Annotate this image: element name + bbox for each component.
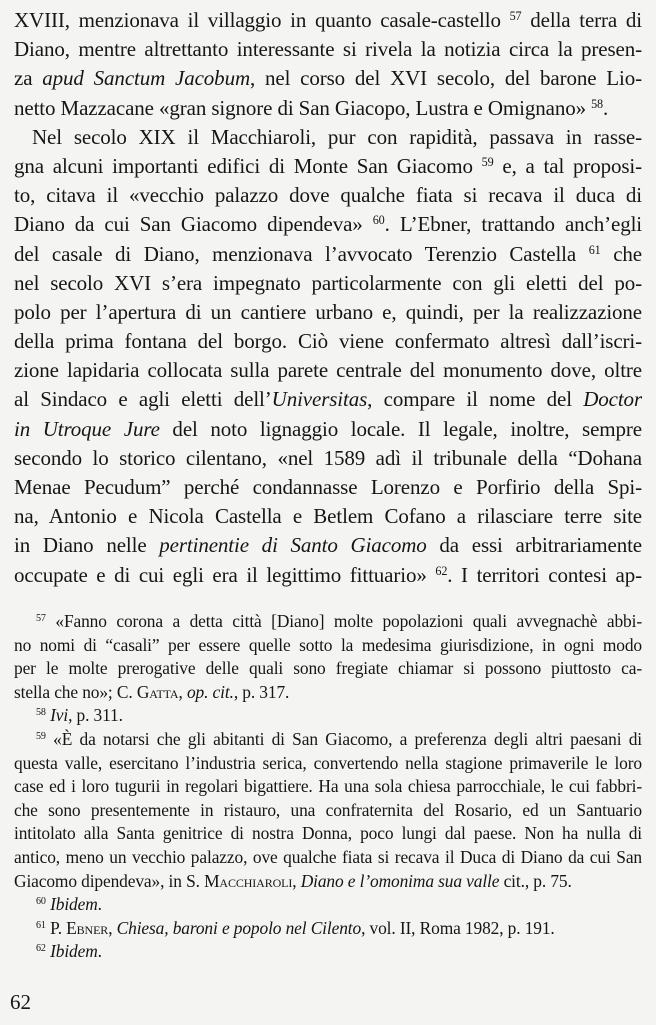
italic-text: Doctor [583, 387, 642, 412]
text-run: «Fanno corona a detta città [Diano] molte popolazioni quali avvegnachè abbi- [45, 611, 642, 631]
body-line [14, 561, 642, 590]
body-line [14, 444, 642, 473]
body-line [14, 152, 642, 181]
text-run: occupate e di cui egli era il legittimo fittuario» [14, 562, 436, 587]
text-run: , p. 317. [233, 681, 290, 702]
body-line [14, 298, 642, 327]
text-run: che sono presentemente in ristauro, una confraternita del Rosario, ed un Santuario [14, 799, 642, 820]
page-number: 62 [10, 990, 31, 1014]
italic-text: Universitas [271, 387, 368, 412]
footnote-reference: 62 [435, 563, 448, 578]
text-run: antico, meno un vecchio palazzo, ove qualche fiata si recava il Duca di Diano da cui San [14, 846, 642, 867]
text-run: P. [45, 917, 67, 938]
footnote-line [14, 799, 642, 823]
body-line [14, 210, 642, 239]
italic-text: Ibidem [50, 894, 98, 915]
text-run: Giacomo dipendeva», in S. [14, 870, 205, 891]
text-run: nel secolo XVI s’era impegnato particolarmente con gli eletti del po- [14, 270, 642, 295]
footnote-line [14, 893, 642, 917]
footnote-line [14, 940, 642, 964]
italic-text: Chiesa, baroni e popolo nel Cilento [116, 917, 362, 938]
body-line [14, 94, 642, 123]
footnote-line [14, 846, 642, 870]
text-run: questa valle, esercitano l’industria serica, convertendo nella stagione primaverile le loro [14, 752, 642, 773]
text-run: . I territori contesi ap- [447, 562, 642, 587]
footnotes [14, 610, 642, 964]
text-run: , [178, 681, 187, 702]
text-run: del noto lignaggio locale. Il legale, inoltre, sempre [159, 416, 642, 441]
text-run: Menae Pecudum” perché condannasse Lorenzo e Porfirio della Spi- [14, 475, 642, 499]
footnote-reference: 58 [36, 707, 46, 719]
text-run: polo per l’apertura di un cantiere urbano e, quindi, per la realizzazione [14, 299, 642, 324]
text-run: al Sindaco e agli eletti dell’ [14, 387, 272, 412]
text-run: netto Mazzacane «gran signore di San Giacopo, Lustra e Omignano» [14, 95, 592, 120]
body-line [14, 35, 642, 64]
footnote-line [14, 870, 642, 894]
text-run: case ed i loro tugurii in regolari bigattiere. Ha una sola chiesa parrocchiale, le cui fabbri- [14, 776, 642, 797]
footnote-line [14, 775, 642, 799]
footnote-reference: 57 [509, 8, 522, 23]
italic-text: apud Sanctum Jacobum [42, 66, 250, 91]
footnote-line [14, 822, 642, 846]
italic-text: Diano e l’omonima sua valle [300, 870, 500, 891]
text-run: to, citava il «vecchio palazzo dove qualche fiata si recava il duca di [14, 183, 642, 208]
footnote-line [14, 704, 642, 728]
italic-text: op. cit. [186, 681, 234, 702]
footnote-reference: 57 [36, 613, 46, 625]
italic-text: Ivi [50, 705, 69, 726]
footnote-reference: 58 [591, 96, 604, 111]
text-run: . [97, 894, 102, 915]
body-line [14, 240, 642, 269]
text-run: . [603, 95, 609, 120]
body-line [14, 327, 642, 356]
text-run: gna alcuni importanti edifici di Monte San Giacomo [14, 153, 482, 178]
text-run: na, Antonio e Nicola Castella e Betlem Cofano a rilasciare terre site [14, 504, 642, 529]
body-line [14, 473, 642, 502]
text-run: , compare il nome del [367, 387, 584, 412]
text-run: che [600, 241, 642, 266]
text-run: del casale di Diano, menzionava l’avvocato Terenzio Castella [14, 241, 589, 266]
footnote-reference: 59 [481, 154, 494, 169]
text-run: in Diano nelle [14, 533, 160, 558]
author-name: Macchiaroli [204, 870, 293, 891]
footnote-reference: 60 [36, 896, 46, 908]
text-run: secondo lo storico cilentano, «nel 1589 adì il tribunale della “Dohana [14, 445, 642, 470]
body-line [14, 269, 642, 298]
footnote-line [14, 752, 642, 776]
text-run: za [14, 66, 43, 91]
body-line [14, 123, 642, 152]
footnote-reference: 59 [36, 731, 46, 743]
body-line [14, 64, 642, 93]
body-line [14, 356, 642, 385]
footnote-line [14, 634, 642, 658]
text-run: cit., p. 75. [499, 870, 572, 891]
text-run: zione lapidaria collocata sulla parete centrale del monumento dove, oltre [14, 358, 642, 383]
footnote-line [14, 657, 642, 681]
footnote-line [14, 728, 642, 752]
text-run: no nomi di “casali” per essere quelle sotto la medesima giurisdizione, in ogni modo [14, 634, 642, 655]
body-line [14, 385, 642, 414]
text-run: «È da notarsi che gli abitanti di San Giacomo, a preferenza degli altri paesani di [45, 728, 642, 749]
footnote-line [14, 610, 642, 634]
author-name: Ebner [66, 917, 109, 938]
text-run: , vol. II, Roma 1982, p. 191. [361, 917, 555, 938]
text-run: , [108, 917, 117, 938]
body-line [14, 531, 642, 560]
text-run: stella che no»; C. [14, 681, 137, 702]
text-run: della terra di [521, 8, 642, 32]
text-run: da essi arbitrariamente [426, 533, 642, 558]
text-run: Diano, mentre altrettanto interessante si rivela la notizia circa la presen- [14, 37, 642, 62]
text-run: , p. 311. [68, 705, 123, 726]
text-run: per le molte prerogative delle quali sono fregiate chiamar si possono piuttosto ca- [14, 658, 642, 679]
footnote-reference: 62 [36, 943, 46, 955]
author-name: Gatta [136, 681, 179, 702]
italic-text: Ibidem [50, 941, 98, 962]
text-run: della prima fontana del borgo. Ciò viene confermato altresì dall’iscri- [14, 329, 642, 354]
footnote-line [14, 917, 642, 941]
text-run: , nel corso del XVI secolo, del barone Lio- [250, 66, 642, 91]
body-line [14, 181, 642, 210]
body-line [14, 502, 642, 531]
footnote-line [14, 681, 642, 705]
body-line [14, 415, 642, 444]
text-run: e, a tal proposi- [493, 153, 642, 178]
italic-text: in Utroque Jure [14, 416, 160, 441]
italic-text: pertinentie di Santo Giacomo [159, 533, 427, 558]
body-text [14, 6, 642, 590]
text-run: XVIII, menzionava il villaggio in quanto casale-castello [14, 8, 510, 32]
footnote-reference: 61 [588, 242, 601, 257]
text-run: . L’Ebner, trattando anch’egli [384, 212, 642, 237]
text-run: intitolato alla Santa genitrice di nostra Donna, poco lungi dal paese. Non ha nulla di [14, 823, 642, 844]
text-run: Diano da cui San Giacomo dipendeva» [14, 212, 373, 237]
footnote-reference: 60 [372, 213, 385, 228]
text-run: . [97, 941, 102, 962]
footnote-reference: 61 [36, 919, 46, 931]
text-run: Nel secolo XIX il Macchiaroli, pur con rapidità, passava in rasse- [32, 124, 642, 149]
body-line [14, 6, 642, 35]
text-run: , [292, 870, 301, 891]
